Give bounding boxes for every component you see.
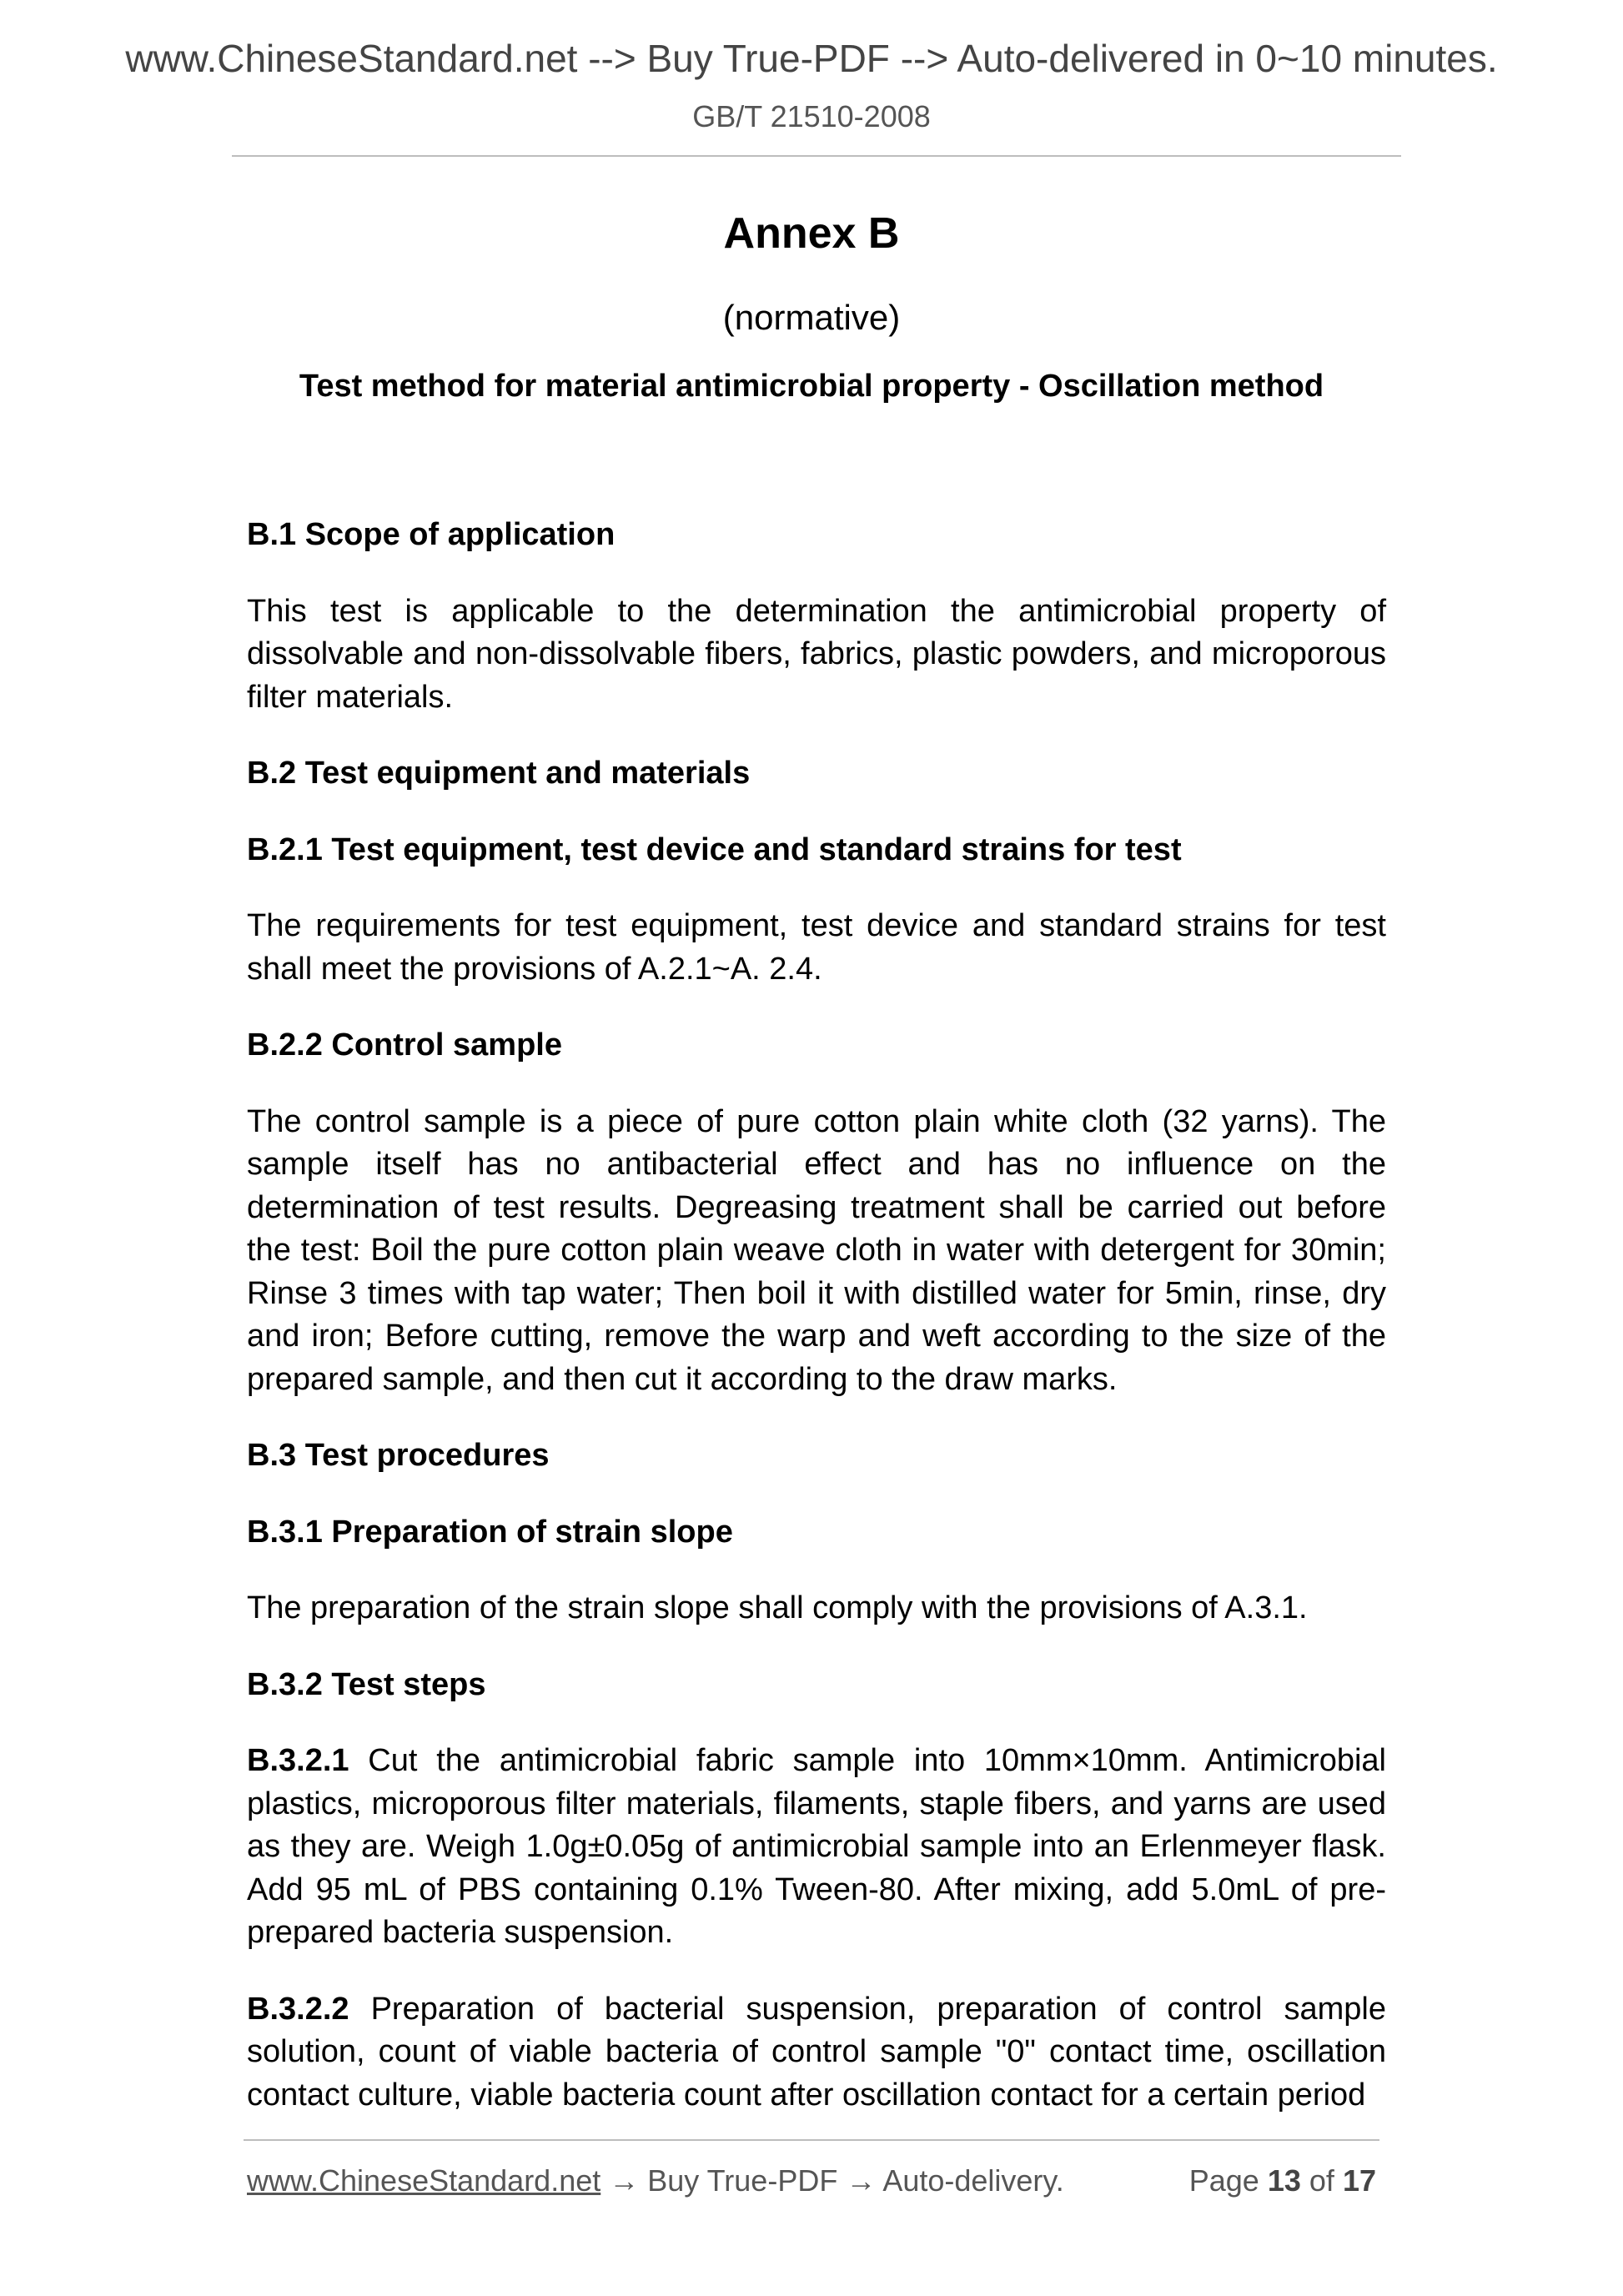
clause-text-b3-2-1: Cut the antimicrobial fabric sample into 10mm×10mm. Antimicrobial plastics, microporous filter materials, filaments, staple fibers, and yarns are used as they are. Weigh 1.0g±0.05g of antimicrobial sample into an Erlenmeyer flask. Add 95 mL of PBS containing 0.1% Tween-80. After mixing, add 5.0mL of pre-prepared bacteria suspension. — [247, 1743, 1386, 1950]
page-footer — [247, 2160, 1379, 2202]
top-banner: www.ChineseStandard.net --> Buy True-PDF --> Auto-delivered in 0~10 minutes. — [125, 37, 1498, 80]
document-body — [247, 514, 1386, 2150]
paragraph-b2-1: The requirements for test equipment, test device and standard strains for test shall meet the provisions of A.2.1~A. 2.4. — [247, 908, 1386, 987]
heading-b3: B.3 Test procedures — [247, 1438, 550, 1473]
footer-left — [247, 2160, 1064, 2202]
heading-b2: B.2 Test equipment and materials — [247, 756, 751, 791]
standard-code: GB/T 21510-2008 — [692, 99, 931, 133]
annex-title: Annex B — [723, 209, 900, 258]
page-of: of — [1309, 2163, 1334, 2198]
paragraph-b2-2: The control sample is a piece of pure cotton plain white cloth (32 yarns). The sample itself has no antibacterial effect and has no influence on the determination of test results. Degreasing treatment shall be carried out before the test: Boil the pure cotton plain weave cloth in water with detergent for 30min; Rinse 3 times with tap water; Then boil it with distilled water for 5min, rinse, dry and iron; Before cutting, remove the warp and weft according to the size of the prepared sample, and then cut it according to the draw marks. — [247, 1103, 1386, 1397]
header-divider — [232, 155, 1401, 157]
annex-subtitle: Test method for material antimicrobial property - Oscillation method — [299, 369, 1324, 404]
paragraph-b1: This test is applicable to the determination the antimicrobial property of dissolvable and non-dissolvable fibers, fabrics, plastic powders, and microporous filter materials. — [247, 593, 1386, 715]
footer-divider — [244, 2139, 1379, 2141]
annex-type: (normative) — [722, 298, 901, 337]
paragraph-b3-2-2 — [247, 1988, 1386, 2118]
clause-text-b3-2-2: Preparation of bacterial suspension, preparation of control sample solution, count of viable bacteria of control sample "0" contact time, oscillation contact culture, viable bacteria count after oscillation contact for a certain period — [247, 1991, 1386, 2113]
page-label: Page — [1188, 2163, 1259, 2198]
footer-link-suffix: → Buy True-PDF → Auto-delivery. — [600, 2163, 1064, 2198]
heading-b3-2: B.3.2 Test steps — [247, 1666, 486, 1702]
heading-b2-1: B.2.1 Test equipment, test device and standard strains for test — [247, 831, 1182, 867]
page-total: 17 — [1342, 2163, 1376, 2198]
heading-b3-1: B.3.1 Preparation of strain slope — [247, 1514, 733, 1550]
clause-number-b3-2-1: B.3.2.1 — [247, 1743, 349, 1778]
clause-number-b3-2-2: B.3.2.2 — [247, 1991, 349, 2027]
heading-b2-2: B.2.2 Control sample — [247, 1027, 562, 1063]
heading-b1: B.1 Scope of application — [247, 517, 616, 552]
page-current: 13 — [1267, 2163, 1301, 2198]
paragraph-b3-2-1 — [247, 1740, 1386, 1955]
paragraph-b3-1: The preparation of the strain slope shall comply with the provisions of A.3.1. — [247, 1590, 1308, 1625]
page-number — [1189, 2160, 1376, 2202]
footer-website-link[interactable]: www.ChineseStandard.net — [247, 2163, 601, 2198]
